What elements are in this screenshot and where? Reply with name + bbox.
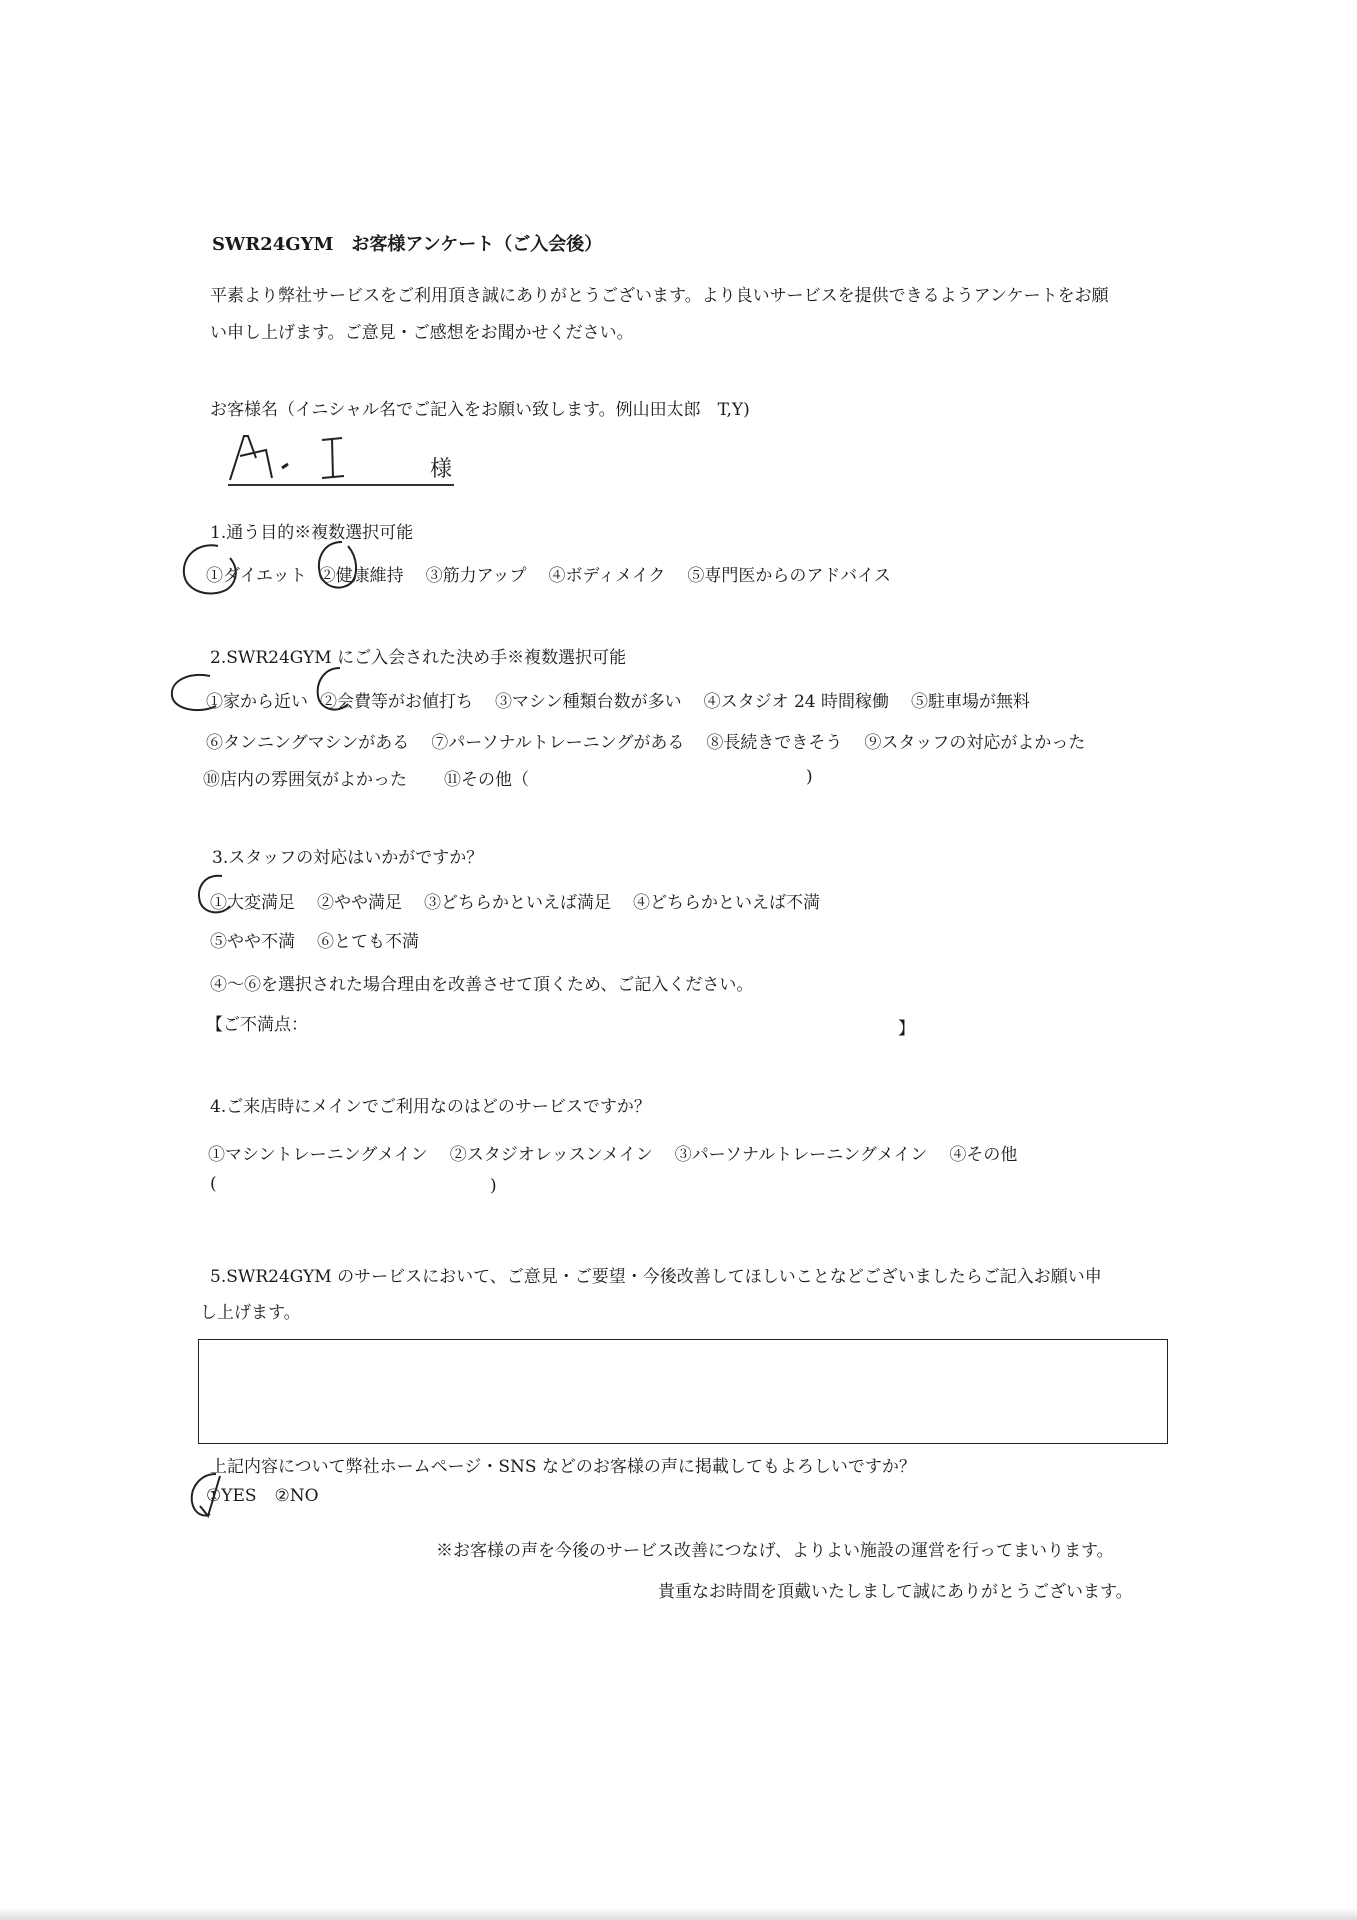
page-bottom-edge bbox=[0, 1908, 1357, 1920]
q1-option-1[interactable]: ①ダイエット bbox=[206, 566, 307, 586]
q1-question: 1.通う目的※複数選択可能 bbox=[210, 523, 414, 543]
consent-question: 上記内容について弊社ホームページ・SNS などのお客様の声に掲載してもよろしいですか？ bbox=[210, 1457, 916, 1477]
q3-options-row2 bbox=[210, 927, 441, 952]
q2-option-8[interactable]: ⑧長続きできそう bbox=[706, 733, 843, 753]
q5-question-line2: し上げます。 bbox=[200, 1303, 301, 1323]
q2-options-row2 bbox=[206, 728, 1107, 753]
q2-option-1[interactable]: ①家から近い bbox=[206, 692, 308, 712]
q2-option-3[interactable]: ③マシン種類台数が多い bbox=[495, 692, 682, 712]
q4-option-4[interactable]: ④その他 bbox=[949, 1145, 1018, 1165]
intro-text-line2: い申し上げます。ご意見・ご感想をお聞かせください。 bbox=[210, 323, 634, 343]
q3-option-2[interactable]: ②やや満足 bbox=[317, 893, 402, 913]
intro-text-line1: 平素より弊社サービスをご利用頂き誠にありがとうございます。より良いサービスを提供できるようアンケートをお願 bbox=[210, 286, 1109, 306]
q1-option-2[interactable]: ②健康維持 bbox=[318, 566, 404, 586]
footer-thanks: 貴重なお時間を頂戴いたしまして誠にありがとうございます。 bbox=[658, 1582, 1133, 1602]
q3-option-4[interactable]: ④どちらかといえば不満 bbox=[633, 893, 820, 913]
q2-option-2[interactable]: ②会費等がお値打ち bbox=[320, 692, 473, 712]
complaint-close: 】 bbox=[898, 1019, 915, 1039]
consent-option-no[interactable]: ②NO bbox=[274, 1486, 319, 1506]
q2-option-7[interactable]: ⑦パーソナルトレーニングがある bbox=[431, 733, 685, 753]
q1-option-4[interactable]: ④ボディメイク bbox=[548, 566, 666, 586]
q2-option-4[interactable]: ④スタジオ 24 時間稼働 bbox=[703, 692, 890, 712]
footer-note: ※お客様の声を今後のサービス改善につなげ、よりよい施設の運営を行ってまいります。 bbox=[436, 1541, 1114, 1561]
handwritten-initials bbox=[226, 428, 356, 486]
q4-option-2[interactable]: ②スタジオレッスンメイン bbox=[449, 1145, 653, 1165]
q3-note: ④～⑥を選択された場合理由を改善させて頂くため、ご記入ください。 bbox=[210, 975, 754, 995]
q1-circle-mark-2 bbox=[312, 538, 362, 594]
q2-circle-mark-1 bbox=[166, 672, 228, 716]
q5-question-line1: 5.SWR24GYM のサービスにおいて、ご意見・ご要望・今後改善してほしいことなどございましたらご記入お願い申 bbox=[210, 1267, 1102, 1287]
q2-option-10[interactable]: ⑩店内の雰囲気がよかった bbox=[203, 770, 407, 790]
q4-question: 4.ご来店時にメインでご利用なのはどのサービスですか？ bbox=[210, 1097, 651, 1117]
q3-circle-mark-1 bbox=[194, 872, 240, 918]
q2-option-6[interactable]: ⑥タンニングマシンがある bbox=[206, 733, 410, 753]
q1-circle-mark-1 bbox=[178, 540, 248, 600]
consent-check-mark bbox=[186, 1470, 226, 1520]
q2-question: 2.SWR24GYM にご入会された決め手※複数選択可能 bbox=[210, 648, 627, 668]
q2-circle-mark-2 bbox=[312, 664, 356, 716]
q1-option-5[interactable]: ⑤専門医からのアドバイス bbox=[687, 566, 891, 586]
q3-option-3[interactable]: ③どちらかといえば満足 bbox=[424, 893, 611, 913]
q4-options bbox=[208, 1140, 1039, 1165]
consent-option-yes[interactable]: ①YES bbox=[206, 1486, 257, 1506]
q3-question: 3.スタッフの対応はいかがですか？ bbox=[212, 848, 484, 868]
name-suffix: 様 bbox=[430, 457, 453, 482]
form-title: SWR24GYM お客様アンケート（ご入会後） bbox=[212, 234, 603, 255]
q4-option-3[interactable]: ③パーソナルトレーニングメイン bbox=[674, 1145, 928, 1165]
q5-answer-box[interactable] bbox=[198, 1339, 1168, 1444]
q2-option-5[interactable]: ⑤駐車場が無料 bbox=[911, 692, 1031, 712]
q4-option-1[interactable]: ①マシントレーニングメイン bbox=[208, 1145, 428, 1165]
q2-other-close: ) bbox=[806, 767, 813, 787]
q1-option-3[interactable]: ③筋力アップ bbox=[425, 566, 527, 586]
q3-option-5[interactable]: ⑤やや不満 bbox=[210, 932, 295, 952]
name-underline bbox=[228, 484, 454, 486]
q2-option-11[interactable]: ⑪その他（ bbox=[444, 770, 529, 790]
q2-option-9[interactable]: ⑨スタッフの対応がよかった bbox=[864, 733, 1086, 753]
q4-other-open: ( bbox=[210, 1174, 217, 1194]
q3-options-row1 bbox=[210, 888, 842, 913]
q4-other-close: ) bbox=[490, 1176, 497, 1196]
name-label: お客様名（イニシャル名でご記入をお願い致します。例山田太郎 T,Y) bbox=[210, 400, 750, 420]
q3-option-1[interactable]: ①大変満足 bbox=[210, 893, 295, 913]
q3-option-6[interactable]: ⑥とても不満 bbox=[317, 932, 419, 952]
complaint-label: 【ご不満点： bbox=[206, 1015, 308, 1035]
consent-options bbox=[206, 1486, 341, 1506]
